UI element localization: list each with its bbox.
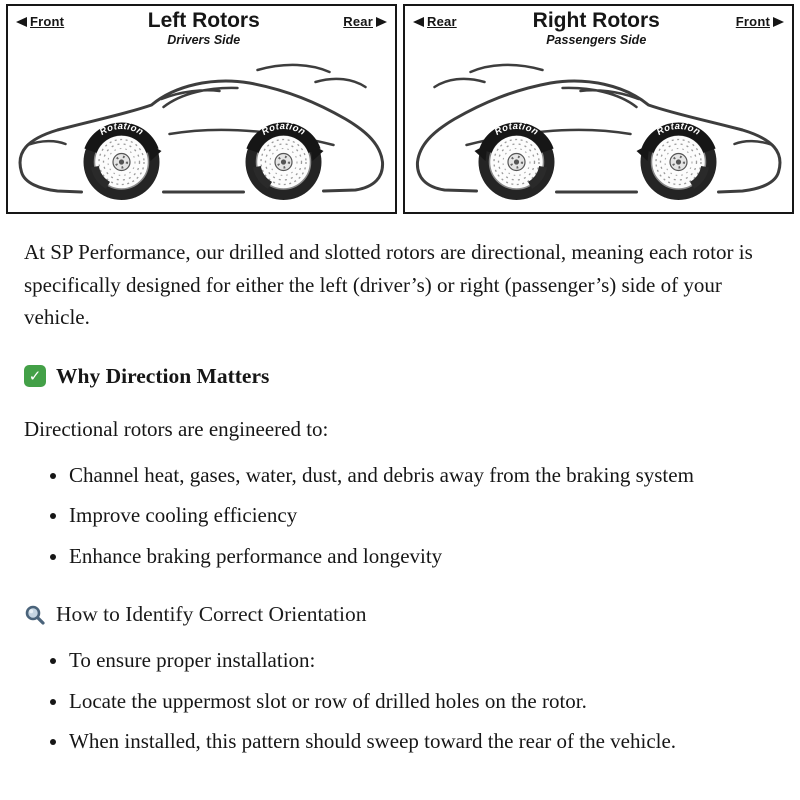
front-direction-indicator xyxy=(16,14,64,29)
article-body xyxy=(0,214,800,758)
rotation-label: Rotation xyxy=(654,120,703,138)
orientation-steps-list xyxy=(24,645,758,758)
arrow-left-icon xyxy=(413,17,424,27)
right-car-illustration xyxy=(405,50,792,210)
panel-title: Right Rotors xyxy=(532,9,660,32)
left-panel-title-block xyxy=(148,10,260,47)
right-panel-title-block xyxy=(533,10,660,47)
section-title: Why Direction Matters xyxy=(56,363,270,388)
list-item: • Improve cooling efficiency xyxy=(69,500,758,532)
arrow-right-icon xyxy=(773,17,784,27)
intro-paragraph: At SP Performance, our drilled and slotted rotors are directional, meaning each rotor is specifically designed for either the left (driver’s) or right (passenger’s) side of your vehicle. xyxy=(24,240,753,330)
right-panel-header xyxy=(405,6,792,47)
car-body-outline xyxy=(20,65,383,192)
list-item: • Channel heat, gases, water, dust, and debris away from the braking system xyxy=(69,460,758,492)
list-item: • Enhance braking performance and longevity xyxy=(69,541,758,573)
front-direction-indicator xyxy=(736,14,784,29)
arrow-left-icon xyxy=(16,17,27,27)
rotation-label: Rotation xyxy=(259,120,308,138)
section-title: How to Identify Correct Orientation xyxy=(56,602,367,626)
list-item: • When installed, this pattern should sweep toward the rear of the vehicle. xyxy=(69,726,758,758)
panel-subtitle: Drivers Side xyxy=(167,33,241,48)
benefits-list xyxy=(24,460,758,573)
front-rotor xyxy=(637,121,717,200)
rotation-label: Rotation xyxy=(492,120,541,138)
rotation-label: Rotation xyxy=(97,120,146,138)
direction-label: Front xyxy=(30,14,65,29)
list-item: • Locate the uppermost slot or row of drilled holes on the rotor. xyxy=(69,686,758,718)
rear-direction-indicator xyxy=(343,14,387,29)
section-heading-identify-orientation xyxy=(24,598,758,631)
left-car-illustration xyxy=(8,50,395,210)
engineered-intro: Directional rotors are engineered to: xyxy=(24,416,329,441)
magnifier-icon xyxy=(24,604,46,626)
rear-rotor xyxy=(475,121,555,200)
right-rotors-panel xyxy=(403,4,794,214)
direction-label: Rear xyxy=(427,14,457,29)
left-rotors-panel xyxy=(6,4,397,214)
rear-rotor xyxy=(246,121,324,200)
car-body-outline xyxy=(417,65,780,192)
direction-label: Rear xyxy=(343,14,373,29)
list-item: • To ensure proper installation: xyxy=(69,645,758,677)
direction-label: Front xyxy=(735,14,770,29)
front-rotor xyxy=(84,121,162,200)
arrow-right-icon xyxy=(376,17,387,27)
panel-subtitle: Passengers Side xyxy=(546,33,647,48)
section-heading-why-direction-matters xyxy=(24,360,758,393)
left-panel-header xyxy=(8,6,395,47)
rear-direction-indicator xyxy=(413,14,457,29)
rotor-direction-diagram xyxy=(0,0,800,214)
panel-title: Left Rotors xyxy=(147,9,260,32)
check-icon: ✓ xyxy=(24,365,46,387)
